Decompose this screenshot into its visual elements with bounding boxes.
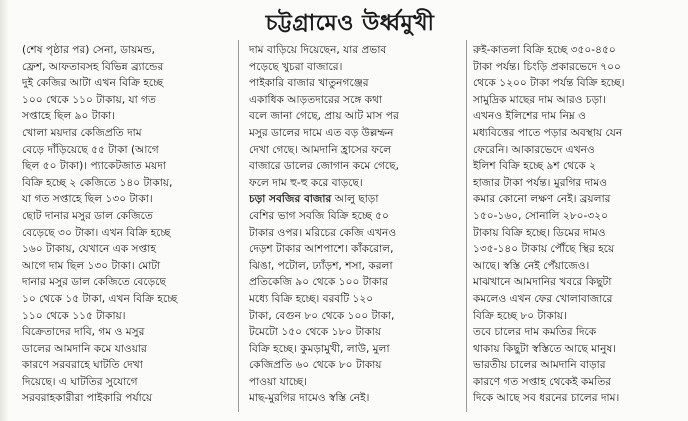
article-column-1 [22,42,226,407]
text-line: আছে। স্বস্তি নেই পেঁয়াজেও। [473,259,590,272]
text-line: তবে চালের দাম কমতির দিকে [473,326,597,339]
text-line: ঝিঙা, পটোল, ঢ্যাঁড়শ, শসা, করলা [249,259,393,272]
subheading: চড়া সবজির বাজার [249,193,332,206]
text-line: আলু ছাড়া [334,193,379,206]
text-line: একাধিক আড়তদারের সঙ্গে কথা [249,93,383,106]
text-line: থেকে ১২০০ টাকা পর্যন্ত বিক্রি হচ্ছে। [473,77,625,90]
text-line: বেড়ে দাঁড়িয়েছে ৫৫ টাকা (আগে [22,143,159,156]
text-line: মধ্যে বিক্রি হচ্ছে। বরবটি ১২০ [249,292,374,305]
text-line: টাকায় বিক্রি হচ্ছে। ডিমের দামও [473,226,606,239]
article-column-3 [473,42,678,407]
text-line: হাজার টাকা পর্যন্ত। মুরগির দামও [473,176,608,189]
text-line: বিক্রি হচ্ছে ৮০ টাকায়। [473,309,567,322]
text-line: দিকে আছে সব ধরনের চালের দাম। [473,392,620,405]
text-line: কমলেও এখন ফের খোলাবাজারে [473,292,613,305]
text-line: কারণে গত সপ্তাহ থেকেই কমতির [473,375,612,388]
text-line: যা গত সপ্তাহে ছিল ১৩০ টাকা। [22,193,153,206]
text-line: রুই-কাতলা বিক্রি হচ্ছে ৩৫০-৪৫০ [473,44,616,56]
column-divider [238,40,239,412]
text-line: বেড়েছে ৩০ টাকা। এখন বিক্রি হচ্ছে [22,226,171,239]
text-line: পড়েছে খুচরা বাজারে। [249,60,343,73]
text-line: মধ্যবিত্তের পাতে পড়ার অবস্থায় যেন [473,126,623,139]
text-line: প্রতিকেজি ৯০ থেকে ১০০ টাকার [249,276,388,289]
text-line: ১০০ থেকে ১১০ টাকায়, যা গত [22,93,156,106]
text-line: পাওয়া যাচ্ছে। [249,375,307,388]
text-line: দাম বাড়িয়ে দিয়েছেন, যার প্রভাব [249,44,387,56]
text-line: থাকায় কিছুটা স্বস্তিতে আছে মানুষ। [473,342,617,355]
text-line: বাজারে ডালের জোগান কমে গেছে, [249,160,399,173]
text-line: টাকার ওপর। মরিচের কেজি এখনও [249,226,397,239]
text-line: পাইকারি বাজার খাতুনগঞ্জের [249,77,369,90]
text-line: মাঝখানে আমদানির খবরে কিছুটা [473,276,612,289]
text-line: ১৫০-১৬০, সোনালি ২৮০-৩২০ [473,209,609,222]
article-column-2 [249,42,460,407]
text-line: সামুদ্রিক মাছের দাম আরও চড়া। [473,93,607,106]
text-line: ভারতীয় চালের আমদানি বাড়ার [473,359,606,372]
text-line: বেশির ভাগ সবজি বিক্রি হচ্ছে ৫০ [249,209,389,222]
text-line: দুই কেজির আটা এখন বিক্রি হচ্ছে [22,77,164,90]
text-line: টমেটো ১৫০ থেকে ১৮০ টাকায় [249,326,382,339]
text-line: সপ্তাহে ছিল ৯০ টাকা। [22,110,115,123]
text-line: ছোট দানার মসুর ডাল কেজিতে [22,209,153,222]
text-line: টাকা, বেগুন ৮০ থেকে ১০০ টাকা, [249,309,395,322]
text-line: ডালের আমদানি কমে যাওয়ার [22,342,147,355]
text-line: মসুর ডালের দামে এত বড় উল্লম্ফন [249,126,394,139]
column-2-subhead-line [249,191,460,208]
text-line: কারণে সরবরাহে ঘাটতি দেখা [22,359,143,372]
text-line: দেখা গেছে। আমদানি হ্রাসের ফলে [249,143,392,156]
text-line: বিক্রেতাদের দাবি, গম ও মসুর [22,326,145,339]
text-line: দানার মসুর ডাল কেজিতে বেড়েছে [22,276,166,289]
text-line: টাকা পর্যন্ত। চিংড়ি প্রকারভেদে ৭০০ [473,60,621,73]
text-line: ফলে দাম হু-হু করে বাড়ছে। [249,176,363,189]
text-line: দিয়েছে। এ ঘাটতির সুযোগে [22,375,138,388]
text-line: আগে দাম ছিল ১৩০ টাকা। মোটা [22,259,161,272]
text-line: ১০ থেকে ১৫ টাকা, এখন বিক্রি হচ্ছে [22,292,178,305]
text-line: এখনও ইলিশের দাম নিম্ন ও [473,110,586,123]
text-line: বিক্রি হচ্ছে ২ কেজিতে ১৪০ টাকায়, [22,176,173,189]
text-line: কেজিপ্রতি ৬০ থেকে ৮০ টাকায় [249,359,382,372]
text-line: সরবরাহকারীরা পাইকারি পর্যায়ে [22,392,153,405]
text-line: কমার কোনো লক্ষণ নেই। ব্রয়লার [473,193,611,206]
column-divider [466,40,467,412]
headline: চট্টগ্রামেও উর্ধ্বমুখী [265,11,435,36]
text-line: মাছ-মুরগির দামেও স্বস্তি নেই। [249,392,370,405]
text-line: ১৩৫-১৪০ টাকায় পৌঁছে স্থির হয়ে [473,243,615,256]
text-line: বলে জানা গেছে, প্রায় আট মাস পর [249,110,399,123]
text-line: দেড়শ টাকার আশপাশে। কাঁকরোল, [249,243,394,256]
text-line: ছিল ৫০ টাকা)। প্যাকেটজাত ময়দা [22,160,166,173]
text-line: বিক্রি হচ্ছে। কুমড়ামুখী, লাউ, মুলা [249,342,390,355]
text-line: ১১০ থেকে ১১৫ টাকায়। [22,309,126,322]
left-page-edge [0,0,9,421]
text-line: ইলিশ বিক্রি হচ্ছে ৯শ থেকে ২ [473,160,597,173]
text-line: খোলা ময়দার কেজিপ্রতি দাম [22,126,142,139]
text-line: (শেষ পৃষ্ঠার পর) সেনা, ডায়মন্ড, [22,44,156,56]
text-line: ফেরেনি। আকারভেদে এখনও [473,143,595,156]
text-line: ১৬০ টাকায়, যেখানে এক সপ্তাহ [22,243,156,256]
text-line: ফ্রেশ, আফতাবসহ বিভিন্ন ব্র্যান্ডের [22,60,164,73]
